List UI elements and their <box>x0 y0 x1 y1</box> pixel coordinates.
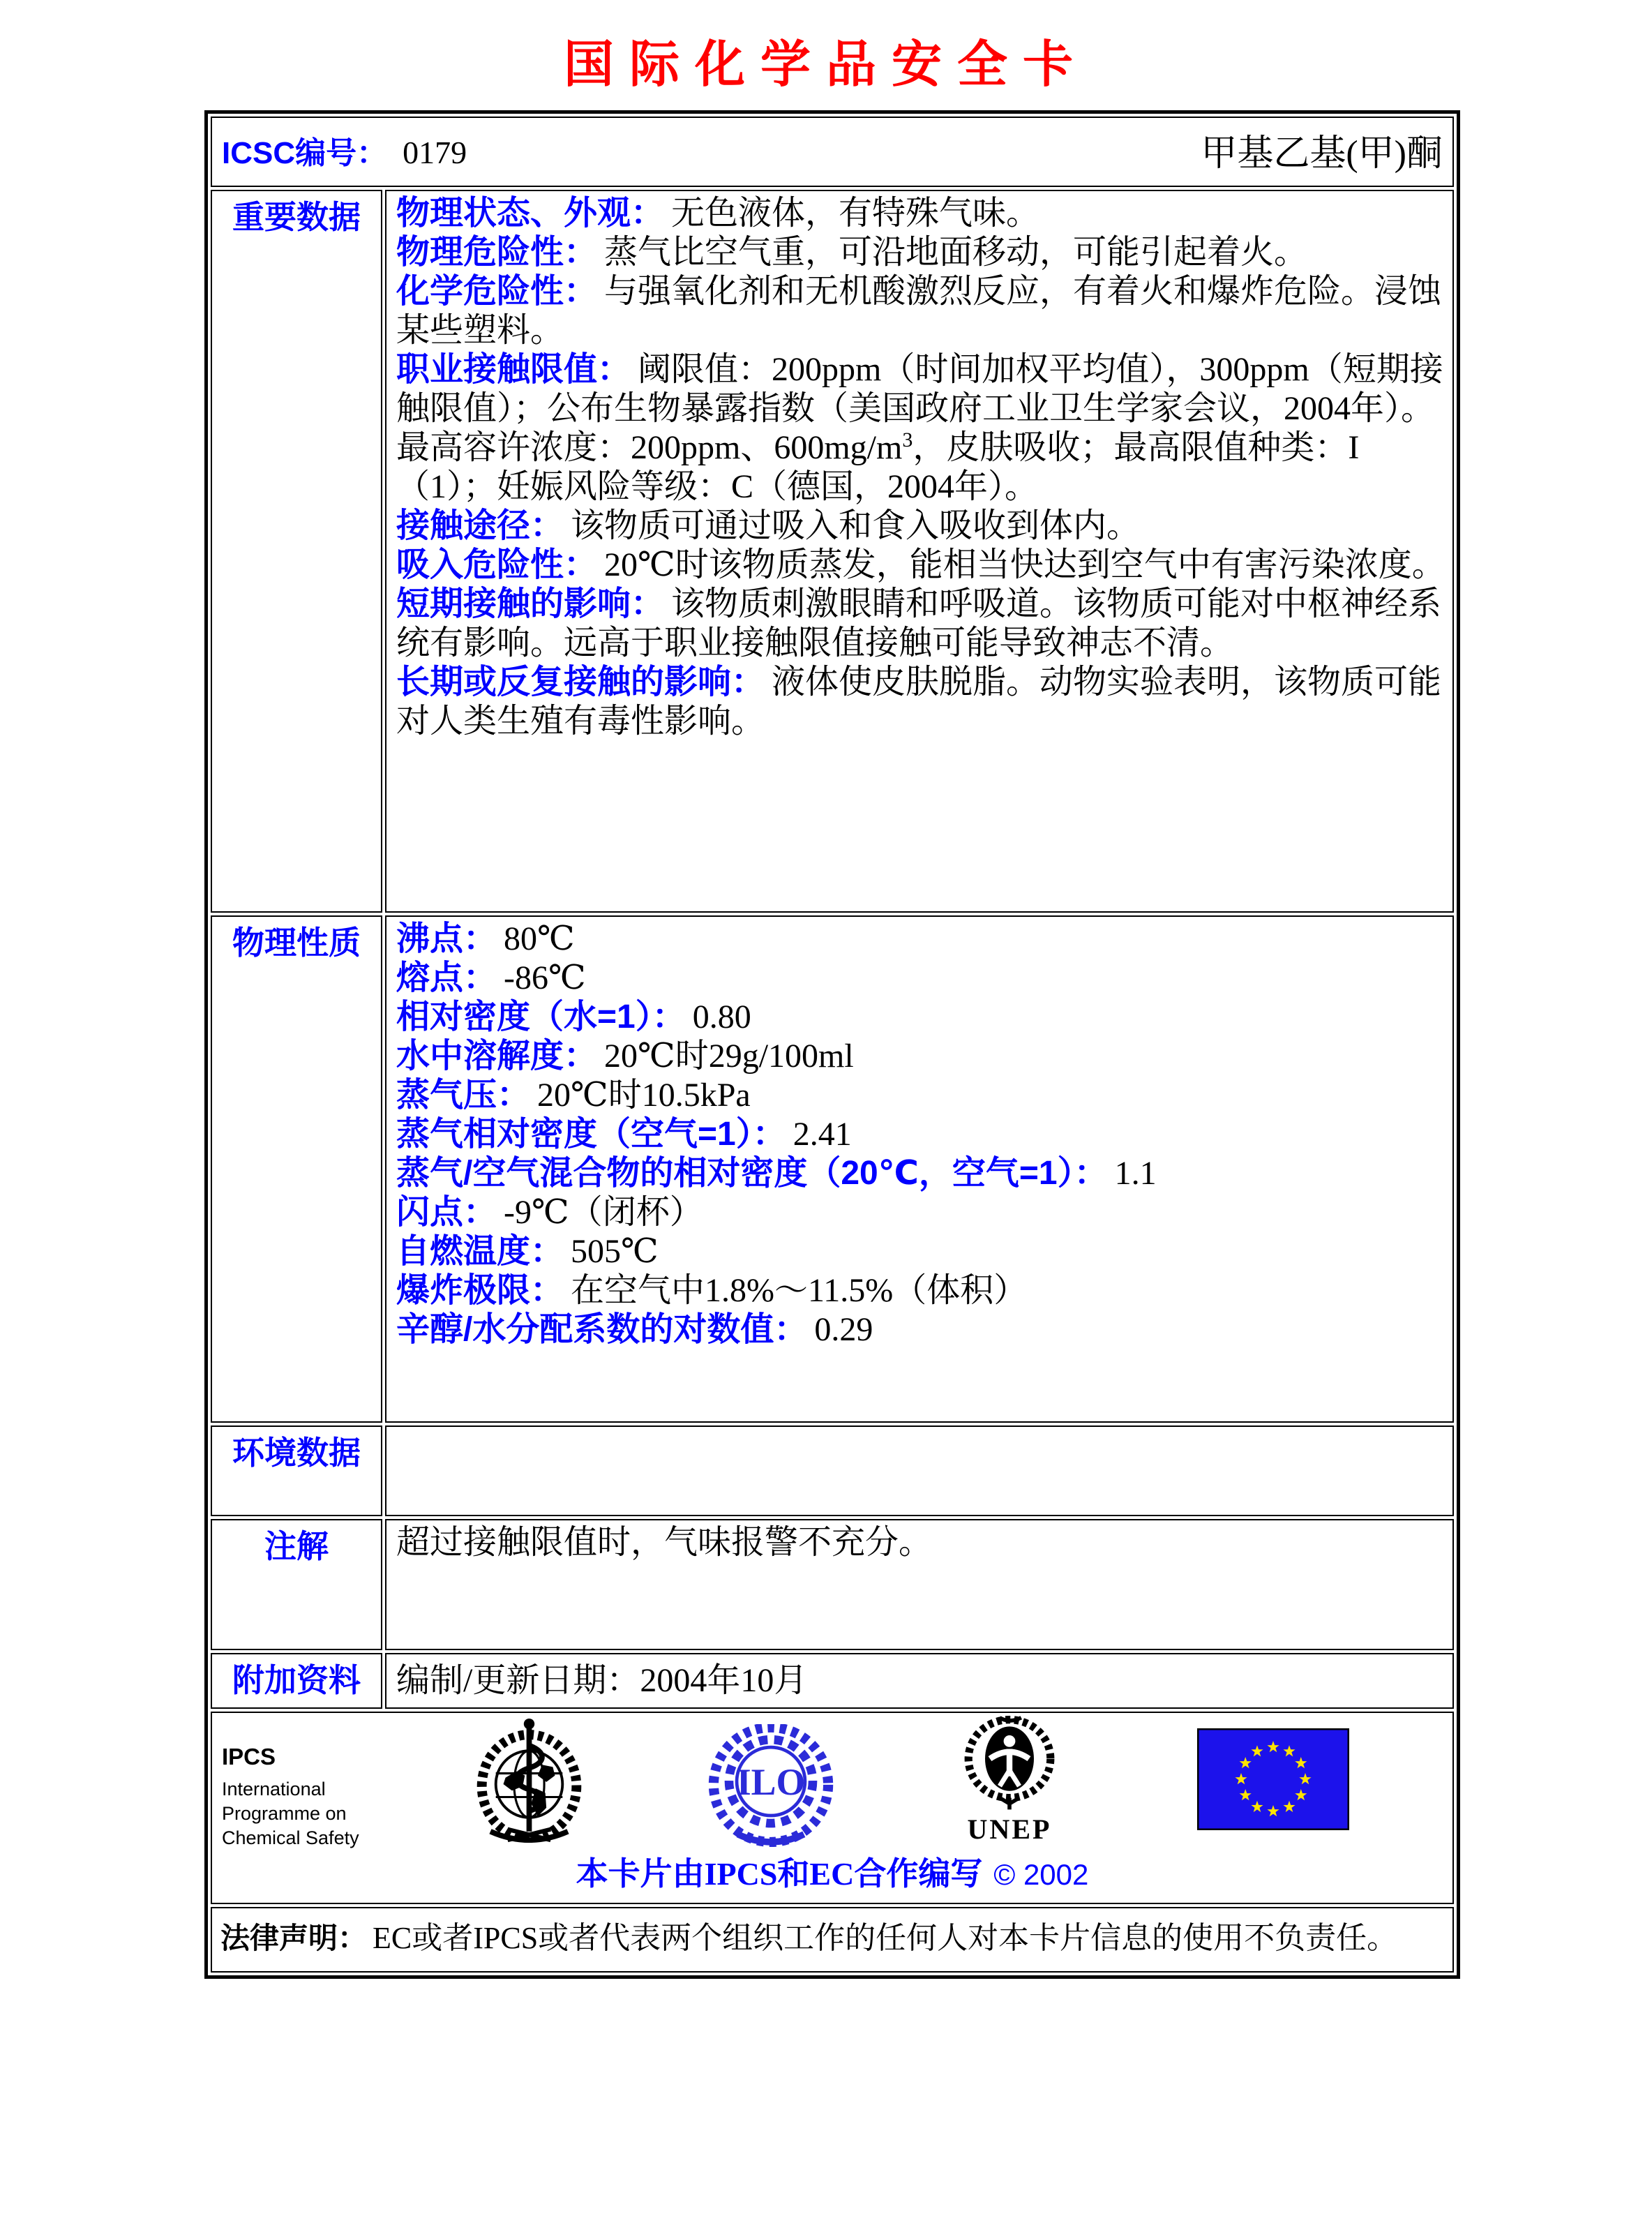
data-item <box>396 1076 1446 1115</box>
unep-label: UNEP <box>967 1813 1052 1845</box>
data-item <box>396 350 1446 507</box>
item-label: 蒸气相对密度（空气=1）： <box>396 1116 786 1153</box>
item-label: 长期或反复接触的影响： <box>396 664 765 701</box>
item-label: 熔点： <box>396 959 497 996</box>
physical-properties-content <box>385 915 1454 1423</box>
item-label: 沸点： <box>396 920 497 957</box>
logos-cell <box>211 1712 1454 1904</box>
item-value: -9℃（闭杯） <box>504 1194 703 1231</box>
copyright-text: © 2002 <box>993 1858 1089 1891</box>
item-value: 80℃ <box>504 920 575 957</box>
item-value: 20℃时10.5kPa <box>537 1077 751 1114</box>
item-label: 相对密度（水=1）： <box>396 998 686 1035</box>
important-data-row <box>211 190 1454 913</box>
item-label: 闪点： <box>396 1194 497 1231</box>
cooperation-caption-text: 本卡片由IPCS和EC合作编写 <box>576 1856 983 1892</box>
ilo-emblem-icon <box>705 1724 837 1853</box>
legal-cell <box>211 1907 1454 1973</box>
item-value: 2.41 <box>793 1116 852 1153</box>
section-label-physical-properties: 物理性质 <box>211 915 382 1423</box>
important-data-content <box>385 190 1454 913</box>
item-label: 吸入危险性： <box>396 546 598 583</box>
who-emblem-icon <box>465 1717 594 1855</box>
superscript: 3 <box>902 428 913 451</box>
item-label: 物理状态、外观： <box>396 195 665 232</box>
item-value: 与强氧化剂和无机酸激烈反应，有着火和爆炸危险。浸蚀某些塑料。 <box>396 273 1442 349</box>
item-label: 蒸气压： <box>396 1077 531 1114</box>
item-value: 505℃ <box>571 1233 659 1270</box>
item-value: 该物质可通过吸入和食入吸收到体内。 <box>571 507 1141 544</box>
notes-text: 超过接触限值时，气味报警不充分。 <box>396 1524 933 1561</box>
data-item <box>396 507 1446 546</box>
data-item <box>396 233 1446 272</box>
data-item <box>396 1271 1446 1310</box>
data-item <box>396 585 1446 663</box>
data-item <box>396 1115 1446 1154</box>
ipcs-acronym: IPCS <box>222 1744 276 1769</box>
ipcs-line-2: Programme on <box>222 1803 347 1824</box>
data-item <box>396 998 1446 1037</box>
item-label: 化学危险性： <box>396 273 598 310</box>
ipcs-text-block <box>222 1744 359 1850</box>
physical-properties-row <box>211 915 1454 1423</box>
data-item <box>396 1310 1446 1349</box>
icsc-number-group <box>222 128 467 172</box>
header-row <box>211 117 1454 187</box>
item-value: 阈限值：200ppm（时间加权平均值），300ppm（短期接触限值）；公布生物暴露指数（美国政府工业卫生学家会议，2004年）。最高容许浓度：200ppm、600mg/m <box>396 351 1443 466</box>
data-item <box>396 546 1446 585</box>
item-label: 职业接触限值： <box>396 351 631 388</box>
item-label: 自燃温度： <box>396 1233 564 1270</box>
item-label: 爆炸极限： <box>396 1272 564 1309</box>
item-label: 辛醇/水分配系数的对数值： <box>396 1311 808 1348</box>
environmental-data-content <box>385 1425 1454 1516</box>
environmental-data-row <box>211 1425 1454 1516</box>
section-label-additional-info: 附加资料 <box>211 1653 382 1709</box>
icsc-card-table <box>204 110 1460 1979</box>
data-item <box>396 1154 1446 1193</box>
data-item <box>396 194 1446 233</box>
data-item <box>396 1037 1446 1076</box>
environmental-data-empty <box>396 1430 1446 1437</box>
item-label: 物理危险性： <box>396 234 598 271</box>
notes-content <box>385 1519 1454 1650</box>
item-value: 0.80 <box>692 998 751 1035</box>
chemical-name: 甲基乙基(甲)酮 <box>1201 134 1443 174</box>
item-value: ，皮肤吸收；最高限值种类：I（1）；妊娠风险等级：C（德国，2004年）。 <box>396 429 1360 505</box>
cooperation-caption <box>212 1848 1452 1894</box>
item-value: 液体使皮肤脱脂。动物实验表明，该物质可能对人类生殖有毒性影响。 <box>396 664 1442 740</box>
data-item <box>396 920 1446 959</box>
notes-row <box>211 1519 1454 1650</box>
item-value: 20℃时该物质蒸发，能相当快达到空气中有害污染浓度。 <box>604 546 1446 583</box>
item-value: 无色液体，有特殊气味。 <box>671 195 1040 232</box>
additional-info-row <box>211 1653 1454 1709</box>
section-label-environmental-data: 环境数据 <box>211 1425 382 1516</box>
legal-notice-label: 法律声明： <box>220 1922 368 1954</box>
data-item <box>396 663 1446 741</box>
data-item <box>396 272 1446 350</box>
unep-emblem-icon <box>943 1716 1076 1846</box>
item-value: 该物质刺激眼睛和呼吸道。该物质可能对中枢神经系统有影响。远高于职业接触限值接触可能导致神志不清。 <box>396 585 1442 661</box>
ipcs-line-1: International <box>222 1779 326 1799</box>
item-label: 水中溶解度： <box>396 1038 598 1075</box>
item-value: 蒸气比空气重，可沿地面移动，可能引起着火。 <box>604 234 1308 271</box>
item-label: 接触途径： <box>396 507 564 544</box>
ipcs-line-3: Chemical Safety <box>222 1827 359 1848</box>
icsc-number-label: ICSC编号： <box>222 135 388 170</box>
item-value: 20℃时29g/100ml <box>604 1038 854 1075</box>
additional-info-text: 编制/更新日期：2004年10月 <box>396 1662 808 1699</box>
logos-row <box>211 1712 1454 1904</box>
eu-flag-icon <box>1197 1728 1349 1834</box>
data-item <box>396 959 1446 998</box>
icsc-number-value: 0179 <box>403 134 467 170</box>
item-label: 蒸气/空气混合物的相对密度（20℃，空气=1）： <box>396 1155 1108 1192</box>
item-value: 1.1 <box>1114 1155 1157 1192</box>
item-value: 在空气中1.8%～11.5%（体积） <box>571 1272 1028 1309</box>
item-label: 短期接触的影响： <box>396 585 665 622</box>
section-label-important-data: 重要数据 <box>211 190 382 913</box>
data-item <box>396 1193 1446 1232</box>
page-title: 国际化学品安全卡 <box>563 37 1088 93</box>
header-cell <box>211 117 1454 187</box>
additional-info-content <box>385 1653 1454 1709</box>
legal-row <box>211 1907 1454 1973</box>
data-item <box>396 1232 1446 1271</box>
item-value: -86℃ <box>504 959 586 996</box>
item-value: 0.29 <box>814 1311 873 1348</box>
legal-notice-text: EC或者IPCS或者代表两个组织工作的任何人对本卡片信息的使用不负责任。 <box>373 1921 1398 1955</box>
svg-text:ILO: ILO <box>736 1761 806 1804</box>
section-label-notes: 注解 <box>211 1519 382 1650</box>
